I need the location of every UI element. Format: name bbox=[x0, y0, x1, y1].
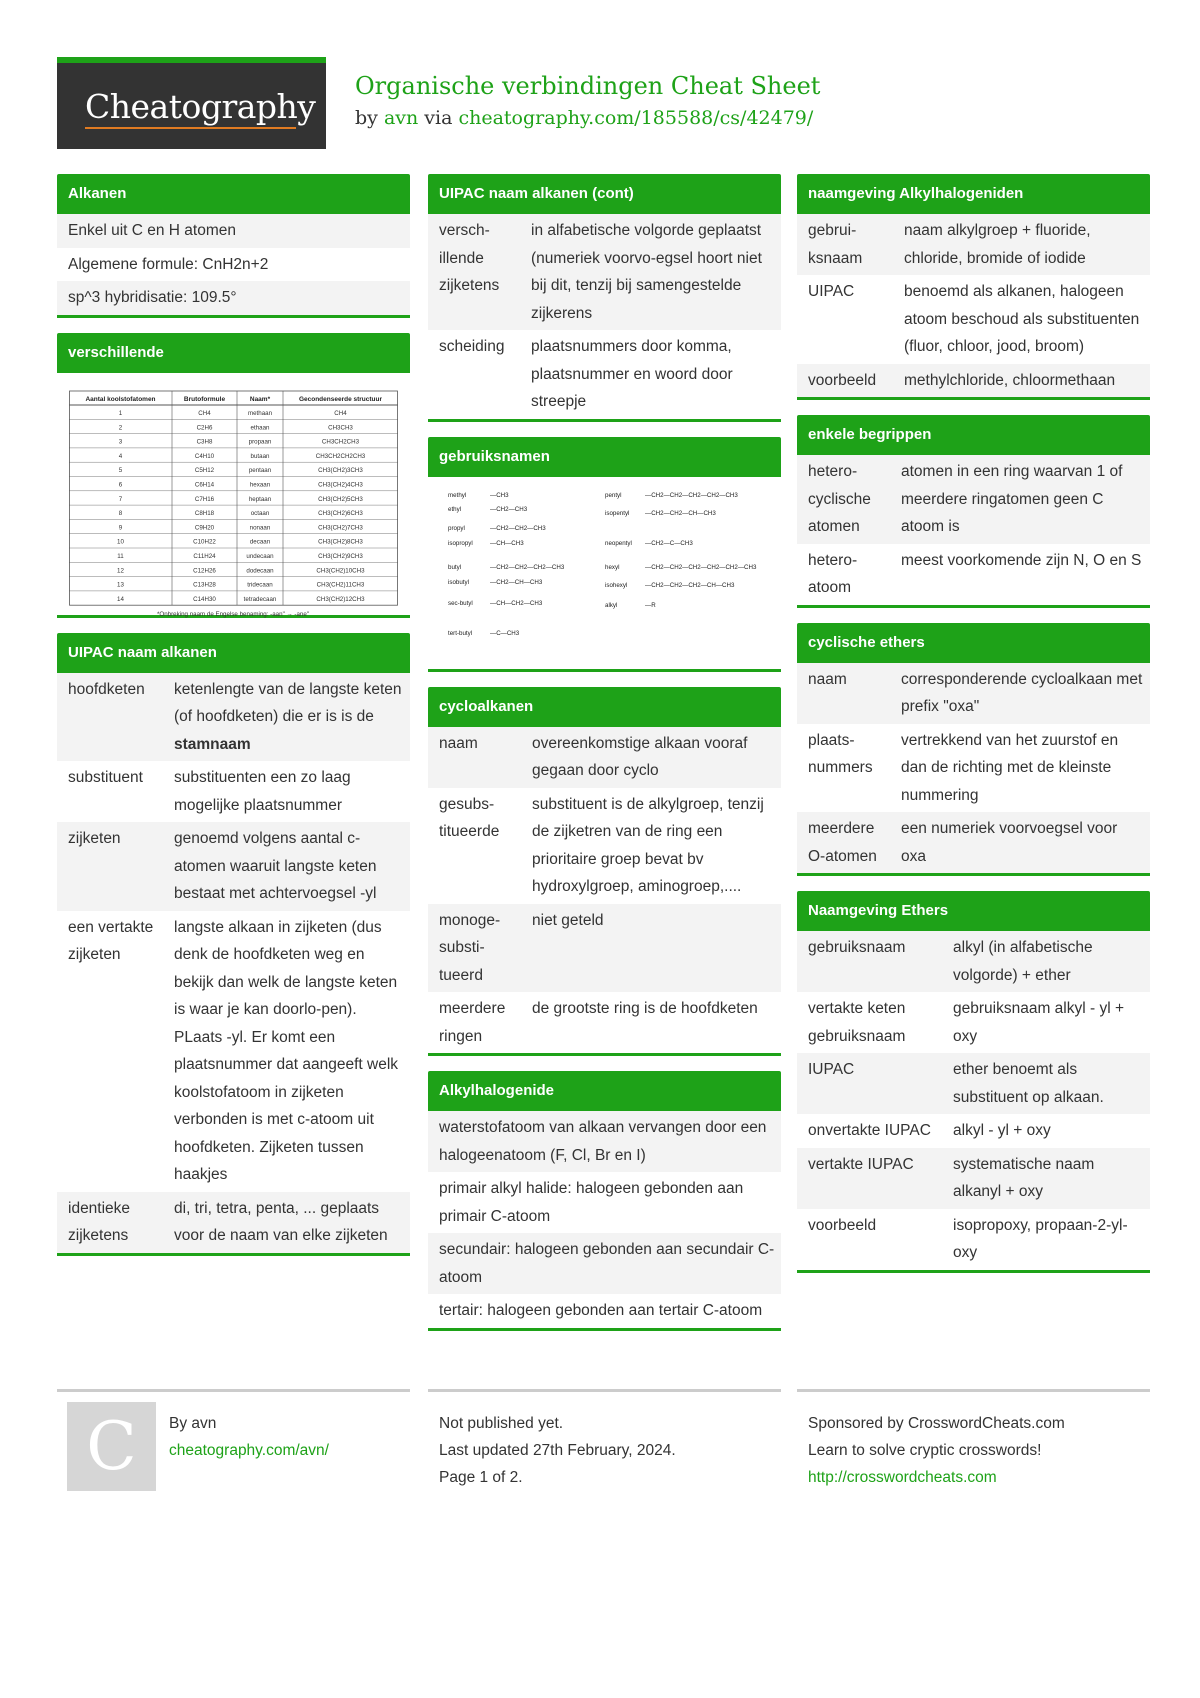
section-title: verschillende bbox=[57, 333, 410, 373]
row-key: naam bbox=[808, 670, 847, 688]
column-3 bbox=[797, 174, 1150, 1288]
list-item bbox=[428, 1294, 781, 1328]
footer-author bbox=[169, 1410, 329, 1464]
section-title: cyclische ethers bbox=[797, 623, 1150, 663]
row-value: systematische naam alkanyl + oxy bbox=[953, 1155, 1095, 1200]
row-value: naam alkylgroep + fluoride, chloride, bromide of iodide bbox=[904, 222, 1091, 267]
table-cell: pentaan bbox=[248, 466, 272, 474]
table-cell: CH3(CH2)7CH3 bbox=[318, 523, 363, 531]
row-value: ether benoemt als substituent op alkaan. bbox=[953, 1061, 1104, 1106]
list-item bbox=[428, 1111, 781, 1172]
row-value: alkyl - yl + oxy bbox=[953, 1122, 1051, 1139]
alkyl-formula: —CH2—CH2—CH2—CH2—CH2—CH3 bbox=[645, 563, 757, 571]
section-gebruiksnamen bbox=[428, 437, 781, 672]
row-value: substituenten een zo laag mogelijke plaatsnummer bbox=[174, 769, 351, 814]
row-key: IUPAC bbox=[808, 1061, 855, 1078]
table-cell: 2 bbox=[118, 423, 123, 431]
table-cell: C7H16 bbox=[194, 495, 215, 503]
author-avatar bbox=[67, 1402, 156, 1491]
row-value: methylchloride, chloormethaan bbox=[904, 371, 1116, 389]
row-value: langste alkaan in zijketen (dus denk de hoofdketen weg en bekijk dan welk de langste keten is waar je kan doorlo-pen). PLaats -yl. Er komt een plaatsnummer dat aangeeft welk koolstofatoom in zijketen verbonden is met c-atoom uit hoofdketen. Zijketen tussen haakjes bbox=[174, 918, 399, 1183]
section-alkanen bbox=[57, 174, 410, 318]
table-cell: 8 bbox=[118, 509, 123, 517]
table-cell: C4H10 bbox=[194, 452, 215, 460]
alkyl-formula: —CH2—CH2—CH—CH3 bbox=[645, 509, 716, 517]
alkyl-name: isobutyl bbox=[448, 578, 469, 586]
row-key: scheiding bbox=[439, 338, 505, 355]
alkyl-formula: —C—CH3 bbox=[490, 629, 520, 637]
avatar-letter: C bbox=[86, 1408, 137, 1485]
alkyl-formula: —R bbox=[645, 601, 656, 609]
table-cell: CH3CH3 bbox=[328, 423, 353, 431]
table-cell: 7 bbox=[118, 495, 123, 503]
table-cell: nonaan bbox=[249, 523, 271, 531]
table-row bbox=[797, 1114, 1150, 1148]
row-key: substituent bbox=[68, 769, 143, 786]
row-value: atomen in een ring waarvan 1 of meerdere ringatomen geen C atoom is bbox=[901, 463, 1123, 535]
table-row bbox=[797, 214, 1150, 275]
row-value: de grootste ring is de hoofdketen bbox=[532, 1000, 758, 1017]
footer-divider bbox=[57, 1389, 410, 1392]
table-cell: C3H8 bbox=[196, 438, 213, 446]
row-value: vertrekkend van het zuurstof en dan de richting met de kleinste nummering bbox=[901, 731, 1119, 804]
sponsor-tagline: Learn to solve cryptic crosswords! bbox=[808, 1442, 1042, 1459]
table-row bbox=[57, 911, 410, 1192]
alkyl-formula: —CH—CH3 bbox=[490, 539, 524, 547]
row-key: UIPAC bbox=[808, 283, 855, 300]
row-text: tertair: halogeen gebonden aan tertair C-atoom bbox=[439, 1302, 763, 1319]
table-cell: C9H20 bbox=[194, 523, 215, 531]
row-text: Algemene formule: CnH2n+2 bbox=[68, 255, 269, 273]
table-cell: C11H24 bbox=[193, 552, 216, 560]
sheet-url-link[interactable]: cheatography.com/185588/cs/42479/ bbox=[458, 107, 814, 129]
alkyl-groups-figure bbox=[440, 485, 769, 661]
table-cell: C10H22 bbox=[193, 538, 216, 546]
alkyl-formula: —CH2—CH2—CH2—CH3 bbox=[490, 563, 565, 571]
table-cell: CH3(CH2)4CH3 bbox=[318, 481, 363, 488]
table-cell: tetradecaan bbox=[243, 595, 277, 603]
alkyl-formula: —CH2—CH3 bbox=[490, 505, 528, 513]
alkyl-name: sec-butyl bbox=[448, 599, 473, 607]
row-key: hoofdketen bbox=[68, 680, 145, 698]
row-key: hetero-atoom bbox=[808, 551, 858, 596]
section-cycloalkanen bbox=[428, 687, 781, 1057]
table-cell: 9 bbox=[118, 523, 123, 531]
table-cell: C6H14 bbox=[194, 481, 215, 488]
row-text: sp^3 hybridisatie: 109.5° bbox=[68, 289, 237, 306]
row-key: voorbeeld bbox=[808, 371, 877, 389]
table-cell: C2H6 bbox=[196, 423, 213, 431]
table-cell: CH3(CH2)5CH3 bbox=[318, 495, 363, 503]
logo-text: Cheatography bbox=[85, 87, 316, 126]
alkane-table-image bbox=[57, 373, 410, 618]
row-value: gebruiksnaam alkyl - yl + oxy bbox=[953, 1000, 1124, 1045]
table-cell: tridecaan bbox=[247, 581, 273, 589]
alkyl-formula: —CH—CH2—CH3 bbox=[490, 599, 543, 607]
list-item bbox=[57, 281, 410, 315]
section-title: UIPAC naam alkanen bbox=[57, 633, 410, 673]
alkyl-name: pentyl bbox=[605, 491, 622, 499]
alkyl-name: neopentyl bbox=[605, 539, 632, 547]
alkyl-name: isopropyl bbox=[448, 539, 473, 547]
alkyl-formula: —CH2—CH2—CH2—CH—CH3 bbox=[645, 581, 735, 589]
table-cell: CH4 bbox=[198, 409, 211, 417]
table-header-cell: Naam* bbox=[249, 395, 271, 403]
table-cell: C12H26 bbox=[193, 566, 216, 574]
row-key: gesubs-titueerde bbox=[439, 795, 500, 840]
list-item bbox=[428, 1172, 781, 1233]
sponsor-text: Sponsored by CrosswordCheats.com bbox=[808, 1415, 1065, 1432]
alkyl-name: butyl bbox=[448, 563, 462, 571]
row-key: zijketen bbox=[68, 830, 121, 847]
row-key: onvertakte IUPAC bbox=[808, 1122, 931, 1139]
table-cell: ethaan bbox=[250, 423, 270, 431]
table-cell: 11 bbox=[117, 552, 124, 560]
table-cell: C8H18 bbox=[194, 509, 215, 517]
list-item bbox=[428, 1233, 781, 1294]
table-cell: CH3(CH2)10CH3 bbox=[316, 566, 365, 574]
table-row bbox=[797, 364, 1150, 398]
row-key: gebrui-ksnaam bbox=[808, 222, 863, 267]
row-value: benoemd als alkanen, halogeen atoom beschoud als substituenten (fluor, chloor, jood, broom) bbox=[904, 283, 1140, 355]
table-row bbox=[428, 727, 781, 788]
last-updated: Last updated 27th February, 2024. bbox=[439, 1442, 676, 1459]
row-value: meest voorkomende zijn N, O en S bbox=[901, 551, 1142, 569]
row-key: monoge-substi-tueerd bbox=[439, 911, 501, 984]
column-2 bbox=[428, 174, 781, 1346]
section-verschillende bbox=[57, 333, 410, 618]
table-cell: CH3(CH2)3CH3 bbox=[318, 466, 363, 474]
section-title: UIPAC naam alkanen (cont) bbox=[428, 174, 781, 214]
alkyl-formula: —CH2—CH2—CH2—CH2—CH3 bbox=[645, 491, 738, 499]
column-1 bbox=[57, 174, 410, 1271]
by-prefix: by bbox=[355, 107, 384, 129]
section-title: Alkylhalogenide bbox=[428, 1071, 781, 1111]
value-bold: stamnaam bbox=[174, 735, 251, 753]
list-item bbox=[57, 248, 410, 282]
row-key: een vertakte zijketen bbox=[68, 918, 154, 963]
footer-divider bbox=[797, 1389, 1150, 1392]
via-text: via bbox=[418, 107, 459, 129]
table-cell: CH3(CH2)9CH3 bbox=[318, 552, 363, 560]
table-cell: 10 bbox=[117, 538, 124, 546]
section-title: Alkanen bbox=[57, 174, 410, 214]
cheatography-logo[interactable] bbox=[57, 57, 326, 149]
author-profile-link[interactable]: cheatography.com/avn/ bbox=[169, 1442, 329, 1459]
table-header-cell: Aantal koolstofatomen bbox=[85, 395, 156, 403]
footer-by: By avn bbox=[169, 1415, 217, 1432]
table-cell: undecaan bbox=[246, 552, 274, 560]
table-row bbox=[797, 275, 1150, 364]
table-row bbox=[797, 1053, 1150, 1114]
list-item bbox=[57, 214, 410, 248]
section-title: naamgeving Alkylhalogeniden bbox=[797, 174, 1150, 214]
row-value bbox=[174, 676, 404, 759]
table-cell: CH3(CH2)12CH3 bbox=[316, 595, 365, 603]
table-row bbox=[428, 904, 781, 993]
page-title: Organische verbindingen Cheat Sheet bbox=[355, 72, 821, 100]
table-cell: 5 bbox=[118, 466, 123, 474]
row-value: overeenkomstige alkaan vooraf gegaan door cyclo bbox=[532, 734, 748, 779]
table-row bbox=[797, 663, 1150, 724]
table-cell: CH3(CH2)11CH3 bbox=[316, 581, 365, 589]
table-row bbox=[797, 812, 1150, 873]
table-row bbox=[797, 1209, 1150, 1270]
row-key: identieke zijketens bbox=[68, 1199, 131, 1244]
row-text: Enkel uit C en H atomen bbox=[68, 222, 237, 239]
table-row bbox=[797, 724, 1150, 813]
table-cell: C14H30 bbox=[193, 595, 216, 603]
row-value: genoemd volgens aantal c-atomen waaruit langste keten bestaat met achtervoegsel -yl bbox=[174, 830, 377, 902]
table-cell: decaan bbox=[249, 538, 271, 546]
table-cell: CH3(CH2)8CH3 bbox=[318, 538, 363, 546]
section-uipac-cont bbox=[428, 174, 781, 422]
row-key: meerdere O-atomen bbox=[808, 820, 877, 865]
table-row bbox=[797, 1148, 1150, 1209]
table-row bbox=[797, 931, 1150, 992]
row-value: substituent is de alkylgroep, tenzij de zijketren van de ring een prioritaire groep bevat bv hydroxylgroep, aminogroep,.... bbox=[532, 795, 764, 895]
alkyl-formula: —CH2—C—CH3 bbox=[645, 539, 693, 547]
alkyl-name: methyl bbox=[448, 491, 467, 499]
table-cell: dodecaan bbox=[246, 566, 274, 574]
section-cyclische-ethers bbox=[797, 623, 1150, 877]
footer-status bbox=[439, 1410, 676, 1491]
table-row bbox=[428, 330, 781, 419]
table-note: *Onbreking naam de Engelse benaming: -aan" → -ane" bbox=[157, 610, 309, 618]
row-key: naam bbox=[439, 734, 478, 752]
alkyl-groups-image bbox=[428, 477, 781, 669]
row-value: een numeriek voorvoegsel voor oxa bbox=[901, 820, 1118, 865]
section-alkylhalogenide bbox=[428, 1071, 781, 1331]
row-text: secundair: halogeen gebonden aan secundair C-atoom bbox=[439, 1241, 775, 1286]
alkyl-name: tert-butyl bbox=[448, 629, 473, 637]
alkyl-name: hexyl bbox=[605, 563, 620, 571]
alkyl-name: propyl bbox=[448, 524, 465, 532]
page-number: Page 1 of 2. bbox=[439, 1469, 523, 1486]
table-cell: octaan bbox=[250, 509, 270, 517]
table-cell: 4 bbox=[118, 452, 123, 460]
table-header-cell: Brutoformule bbox=[183, 395, 226, 403]
table-cell: CH3CH2CH3 bbox=[321, 438, 360, 446]
table-cell: 12 bbox=[117, 566, 124, 574]
alkyl-name: alkyl bbox=[605, 601, 618, 609]
row-value: plaatsnummers door komma, plaatsnummer en woord door streepje bbox=[531, 338, 733, 410]
alkyl-name: isohexyl bbox=[605, 581, 628, 589]
section-title: Naamgeving Ethers bbox=[797, 891, 1150, 931]
sponsor-link[interactable]: http://crosswordcheats.com bbox=[808, 1469, 997, 1486]
section-title: cycloalkanen bbox=[428, 687, 781, 727]
section-naamgeving-ethers bbox=[797, 891, 1150, 1273]
row-text: waterstofatoom van alkaan vervangen door een halogeenatoom (F, Cl, Br en I) bbox=[439, 1119, 767, 1164]
section-title: enkele begrippen bbox=[797, 415, 1150, 455]
table-cell: butaan bbox=[250, 452, 270, 460]
table-row bbox=[428, 992, 781, 1053]
table-cell: CH3CH2CH2CH3 bbox=[315, 452, 366, 460]
table-row bbox=[428, 788, 781, 904]
logo-underline bbox=[85, 127, 296, 129]
row-key: meerdere ringen bbox=[439, 1000, 506, 1045]
row-value: isopropoxy, propaan-2-yl-oxy bbox=[953, 1216, 1128, 1261]
table-cell: 3 bbox=[118, 438, 123, 446]
table-row bbox=[797, 455, 1150, 544]
alkyl-name: isopentyl bbox=[605, 509, 630, 517]
table-cell: heptaan bbox=[248, 495, 272, 503]
alkyl-name: ethyl bbox=[448, 505, 462, 513]
row-key: hetero-cyclische atomen bbox=[808, 463, 871, 535]
row-value: in alfabetische volgorde geplaatst (numeriek voorvo-egsel hoort niet bij dit, tenzij bij samengestelde zijkerens bbox=[531, 222, 762, 322]
footer-sponsor bbox=[808, 1410, 1065, 1491]
table-cell: C5H12 bbox=[194, 466, 215, 474]
table-cell: CH4 bbox=[334, 409, 347, 417]
alkyl-formula: —CH3 bbox=[490, 491, 509, 499]
table-cell: methaan bbox=[247, 409, 273, 417]
row-value: di, tri, tetra, penta, ... geplaats voor de naam van elke zijketen bbox=[174, 1199, 388, 1244]
table-cell: 1 bbox=[118, 409, 123, 417]
row-key: versch-illende zijketens bbox=[439, 222, 500, 294]
row-key: plaats-nummers bbox=[808, 731, 873, 776]
value-text: ketenlengte van de langste keten (of hoofdketen) die er is is de bbox=[174, 680, 402, 725]
row-value: niet geteld bbox=[532, 911, 604, 929]
page-subtitle bbox=[355, 107, 813, 129]
section-enkele-begrippen bbox=[797, 415, 1150, 608]
author-link[interactable]: avn bbox=[383, 107, 419, 129]
alkyl-formula: —CH2—CH2—CH3 bbox=[490, 524, 546, 532]
row-value: alkyl (in alfabetische volgorde) + ether bbox=[953, 939, 1093, 984]
row-key: vertakte IUPAC bbox=[808, 1155, 914, 1173]
footer-divider bbox=[428, 1389, 781, 1392]
alkane-table bbox=[69, 381, 398, 618]
table-row bbox=[797, 992, 1150, 1053]
table-cell: 13 bbox=[117, 581, 124, 589]
section-uipac-alkanen bbox=[57, 633, 410, 1256]
table-cell: propaan bbox=[248, 438, 272, 446]
section-naamgeving-alkylhalogeniden bbox=[797, 174, 1150, 400]
table-cell: 14 bbox=[117, 595, 124, 603]
row-text: primair alkyl halide: halogeen gebonden aan primair C-atoom bbox=[439, 1180, 744, 1225]
row-key: vertakte keten gebruiksnaam bbox=[808, 1000, 906, 1045]
section-title: gebruiksnamen bbox=[428, 437, 781, 477]
table-cell: hexaan bbox=[249, 481, 271, 488]
table-cell: CH3(CH2)6CH3 bbox=[318, 509, 363, 517]
table-row bbox=[797, 544, 1150, 605]
row-value: corresponderende cycloalkaan met prefix "oxa" bbox=[901, 670, 1143, 715]
published-status: Not published yet. bbox=[439, 1415, 564, 1432]
row-key: gebruiksnaam bbox=[808, 939, 906, 956]
table-row bbox=[428, 214, 781, 330]
table-row bbox=[57, 673, 410, 762]
table-row bbox=[57, 822, 410, 911]
alkyl-formula: —CH2—CH—CH3 bbox=[490, 578, 543, 586]
table-cell: 6 bbox=[118, 481, 123, 488]
row-key: voorbeeld bbox=[808, 1216, 877, 1234]
table-header-cell: Gecondenseerde structuur bbox=[298, 395, 383, 403]
table-row bbox=[57, 761, 410, 822]
table-cell: C13H28 bbox=[193, 581, 216, 589]
table-row bbox=[57, 1192, 410, 1253]
